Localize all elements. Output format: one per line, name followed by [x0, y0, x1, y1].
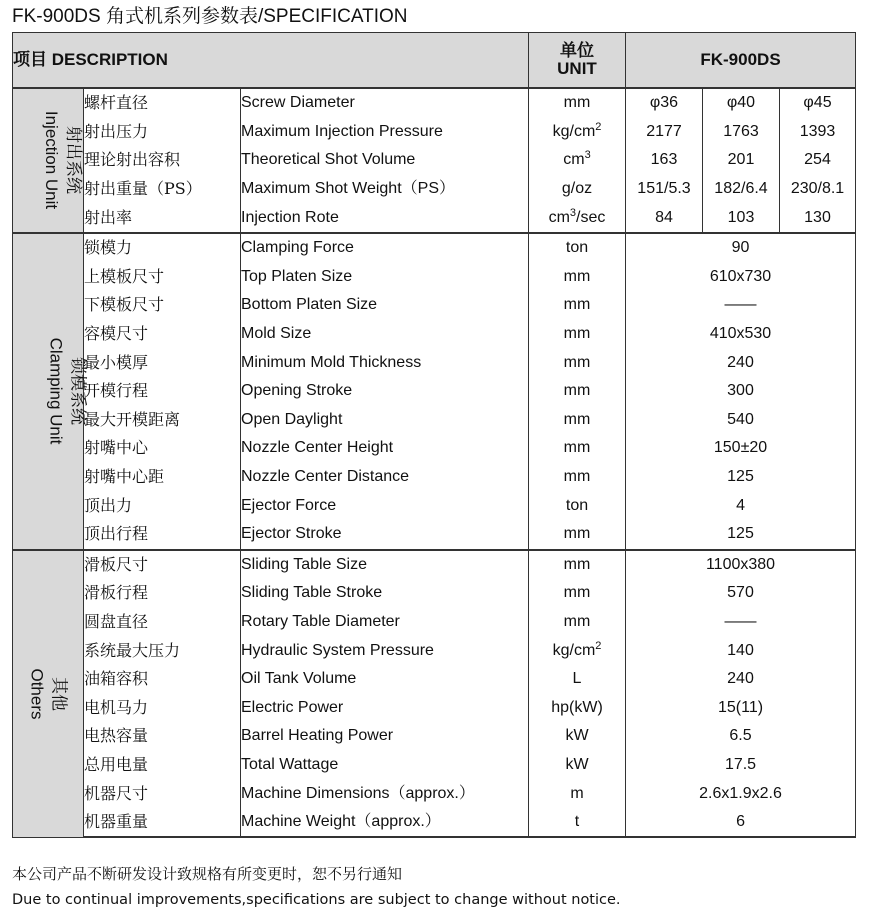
group-name-en: Others: [28, 668, 47, 720]
table-row: [13, 118, 856, 147]
unit-cell: L: [529, 665, 626, 694]
item-name-en: Top Platen Size: [241, 263, 529, 292]
table-row: [13, 348, 856, 377]
page-title: FK-900DS 角式机系列参数表/SPECIFICATION: [12, 6, 408, 27]
item-name-cn: 滑板行程: [84, 579, 241, 608]
unit-cell: mm: [529, 291, 626, 320]
group-label-clamping: [13, 233, 88, 550]
group-label-injection: [13, 88, 84, 233]
table-row: [13, 779, 856, 808]
unit-cell: mm: [529, 608, 626, 637]
table-row: [13, 693, 856, 722]
group-name-cn: 射出系统: [63, 126, 84, 195]
value-cell: 201: [703, 146, 780, 175]
value-cell: 1100x380: [626, 550, 856, 580]
item-name-cn: 下模板尺寸: [84, 291, 241, 320]
unit-cell: mm: [529, 406, 626, 435]
unit-cell: [529, 203, 626, 233]
value-cell: 230/8.1: [780, 175, 856, 204]
item-name-cn: 圆盘直径: [84, 608, 241, 637]
value-cell: ——: [626, 291, 856, 320]
table-row: [13, 291, 856, 320]
unit-suffix: /sec: [576, 208, 606, 226]
item-name-en: Screw Diameter: [241, 88, 529, 118]
value-cell: 15(11): [626, 693, 856, 722]
item-name-en: Ejector Force: [241, 491, 529, 520]
group-name-cn: 锁模系统: [67, 357, 88, 426]
value-cell: 17.5: [626, 751, 856, 780]
item-name-cn: 上模板尺寸: [84, 263, 241, 292]
item-name-cn: 最大开模距离: [84, 406, 241, 435]
unit-cell: ton: [529, 491, 626, 520]
item-name-cn: 理论射出容积: [84, 146, 241, 175]
item-name-en: Ejector Stroke: [241, 520, 529, 550]
item-name-cn: 射嘴中心距: [84, 463, 241, 492]
item-name-cn: 螺杆直径: [84, 88, 241, 118]
value-cell: 6.5: [626, 722, 856, 751]
group-label-text: [45, 338, 87, 445]
table-row: [13, 463, 856, 492]
item-name-cn: 容模尺寸: [84, 320, 241, 349]
value-cell: 125: [626, 463, 856, 492]
item-name-en: Injection Rote: [241, 203, 529, 233]
table-row: [13, 233, 856, 263]
unit-cell: ton: [529, 233, 626, 263]
unit-base: cm: [563, 151, 585, 169]
item-name-en: Sliding Table Size: [241, 550, 529, 580]
item-name-en: Sliding Table Stroke: [241, 579, 529, 608]
item-name-en: Machine Weight（approx.）: [241, 808, 529, 838]
table-row: [13, 320, 856, 349]
unit-cell: [529, 636, 626, 665]
unit-cell: hp(kW): [529, 693, 626, 722]
unit-cell: mm: [529, 88, 626, 118]
item-name-en: Clamping Force: [241, 233, 529, 263]
table-body: [13, 88, 856, 837]
item-name-en: Nozzle Center Distance: [241, 463, 529, 492]
value-cell: 125: [626, 520, 856, 550]
unit-base: kg/cm: [552, 641, 596, 659]
unit-cell: mm: [529, 320, 626, 349]
unit-exponent: 2: [595, 120, 602, 133]
item-name-cn: 顶出行程: [84, 520, 241, 550]
item-name-en: Theoretical Shot Volume: [241, 146, 529, 175]
value-cell: 4: [626, 491, 856, 520]
value-cell: 2177: [626, 118, 703, 147]
item-name-cn: 顶出力: [84, 491, 241, 520]
table-row: [13, 406, 856, 435]
group-label-others: [13, 550, 84, 838]
table-row: [13, 608, 856, 637]
table-row: [13, 263, 856, 292]
unit-cell: kW: [529, 751, 626, 780]
specification-table: [12, 32, 856, 838]
disclaimer-en: Due to continual improvements,specifications are subject to change without notice.: [12, 892, 621, 908]
value-cell: 254: [780, 146, 856, 175]
value-cell: 150±20: [626, 434, 856, 463]
value-cell: 410x530: [626, 320, 856, 349]
unit-cell: [529, 118, 626, 147]
item-name-en: Machine Dimensions（approx.）: [241, 779, 529, 808]
value-cell: 610x730: [626, 263, 856, 292]
table-row: [13, 751, 856, 780]
table-row: [13, 520, 856, 550]
value-cell: 570: [626, 579, 856, 608]
item-name-en: Mold Size: [241, 320, 529, 349]
table-row: [13, 665, 856, 694]
value-cell: 90: [626, 233, 856, 263]
table-row: [13, 175, 856, 204]
group-name-cn: 其他: [49, 676, 69, 711]
table-row: [13, 377, 856, 406]
item-name-en: Maximum Injection Pressure: [241, 118, 529, 147]
table-row: [13, 808, 856, 838]
value-cell: 151/5.3: [626, 175, 703, 204]
item-name-cn: 油箱容积: [84, 665, 241, 694]
unit-cell: m: [529, 779, 626, 808]
unit-exponent: 3: [569, 206, 577, 219]
value-cell: 1393: [780, 118, 856, 147]
unit-cell: kW: [529, 722, 626, 751]
item-name-en: Opening Stroke: [241, 377, 529, 406]
unit-cell: mm: [529, 377, 626, 406]
disclaimer-cn: 本公司产品不断研发设计致规格有所变更时，恕不另行通知: [12, 865, 403, 883]
unit-cell: mm: [529, 434, 626, 463]
item-name-en: Hydraulic System Pressure: [241, 636, 529, 665]
value-cell: φ45: [780, 88, 856, 118]
value-cell: 300: [626, 377, 856, 406]
item-name-cn: 机器尺寸: [84, 779, 241, 808]
item-name-en: Maximum Shot Weight（PS）: [241, 175, 529, 204]
item-name-en: Open Daylight: [241, 406, 529, 435]
unit-cell: mm: [529, 348, 626, 377]
unit-header-en: UNIT: [557, 59, 597, 78]
unit-cell: mm: [529, 463, 626, 492]
unit-header-cn: 单位: [560, 41, 594, 60]
table-row: [13, 88, 856, 118]
table-row: [13, 203, 856, 233]
unit-exponent: 3: [584, 149, 591, 162]
value-cell: 2.6x1.9x2.6: [626, 779, 856, 808]
value-cell: φ40: [703, 88, 780, 118]
table-row: [13, 722, 856, 751]
value-cell: 1763: [703, 118, 780, 147]
unit-cell: mm: [529, 579, 626, 608]
item-name-en: Bottom Platen Size: [241, 291, 529, 320]
item-name-cn: 机器重量: [84, 808, 241, 838]
group-label-text: [27, 668, 69, 719]
table-row: [13, 636, 856, 665]
unit-cell: [529, 146, 626, 175]
unit-cell: mm: [529, 550, 626, 580]
value-cell: 6: [626, 808, 856, 838]
item-name-cn: 电机马力: [84, 693, 241, 722]
group-name-en: Injection Unit: [42, 111, 62, 210]
unit-cell: g/oz: [529, 175, 626, 204]
value-cell: 84: [626, 203, 703, 233]
item-name-en: Minimum Mold Thickness: [241, 348, 529, 377]
item-name-cn: 射嘴中心: [84, 434, 241, 463]
item-name-cn: 锁模力: [84, 233, 241, 263]
unit-cell: mm: [529, 520, 626, 550]
table-row: [13, 579, 856, 608]
value-cell: 540: [626, 406, 856, 435]
model-header: FK-900DS: [626, 33, 856, 89]
table-row: [13, 491, 856, 520]
value-cell: φ36: [626, 88, 703, 118]
table-header-row: [13, 33, 856, 89]
item-name-cn: 电热容量: [84, 722, 241, 751]
item-name-cn: 开模行程: [84, 377, 241, 406]
value-cell: 240: [626, 348, 856, 377]
unit-cell: t: [529, 808, 626, 838]
table-row: [13, 550, 856, 580]
item-name-cn: 射出重量（PS）: [84, 175, 241, 204]
value-cell: 130: [780, 203, 856, 233]
value-cell: 140: [626, 636, 856, 665]
value-cell: 240: [626, 665, 856, 694]
unit-base: kg/cm: [552, 122, 596, 140]
value-cell: 103: [703, 203, 780, 233]
unit-header: [529, 33, 626, 89]
item-name-cn: 射出压力: [84, 118, 241, 147]
item-name-en: Barrel Heating Power: [241, 722, 529, 751]
item-name-en: Rotary Table Diameter: [241, 608, 529, 637]
value-cell: 163: [626, 146, 703, 175]
item-name-cn: 最小模厚: [84, 348, 241, 377]
item-name-en: Nozzle Center Height: [241, 434, 529, 463]
unit-cell: mm: [529, 263, 626, 292]
group-name-en: Clamping Unit: [46, 337, 66, 445]
item-name-cn: 射出率: [84, 203, 241, 233]
description-header: 项目 DESCRIPTION: [13, 33, 529, 89]
value-cell: 182/6.4: [703, 175, 780, 204]
table-row: [13, 434, 856, 463]
item-name-cn: 总用电量: [84, 751, 241, 780]
item-name-en: Electric Power: [241, 693, 529, 722]
item-name-cn: 滑板尺寸: [84, 550, 241, 580]
item-name-cn: 系统最大压力: [84, 636, 241, 665]
unit-base: cm: [548, 208, 570, 226]
group-label-text: [41, 111, 83, 209]
table-row: [13, 146, 856, 175]
unit-exponent: 2: [595, 639, 602, 652]
item-name-en: Total Wattage: [241, 751, 529, 780]
value-cell: ——: [626, 608, 856, 637]
item-name-en: Oil Tank Volume: [241, 665, 529, 694]
